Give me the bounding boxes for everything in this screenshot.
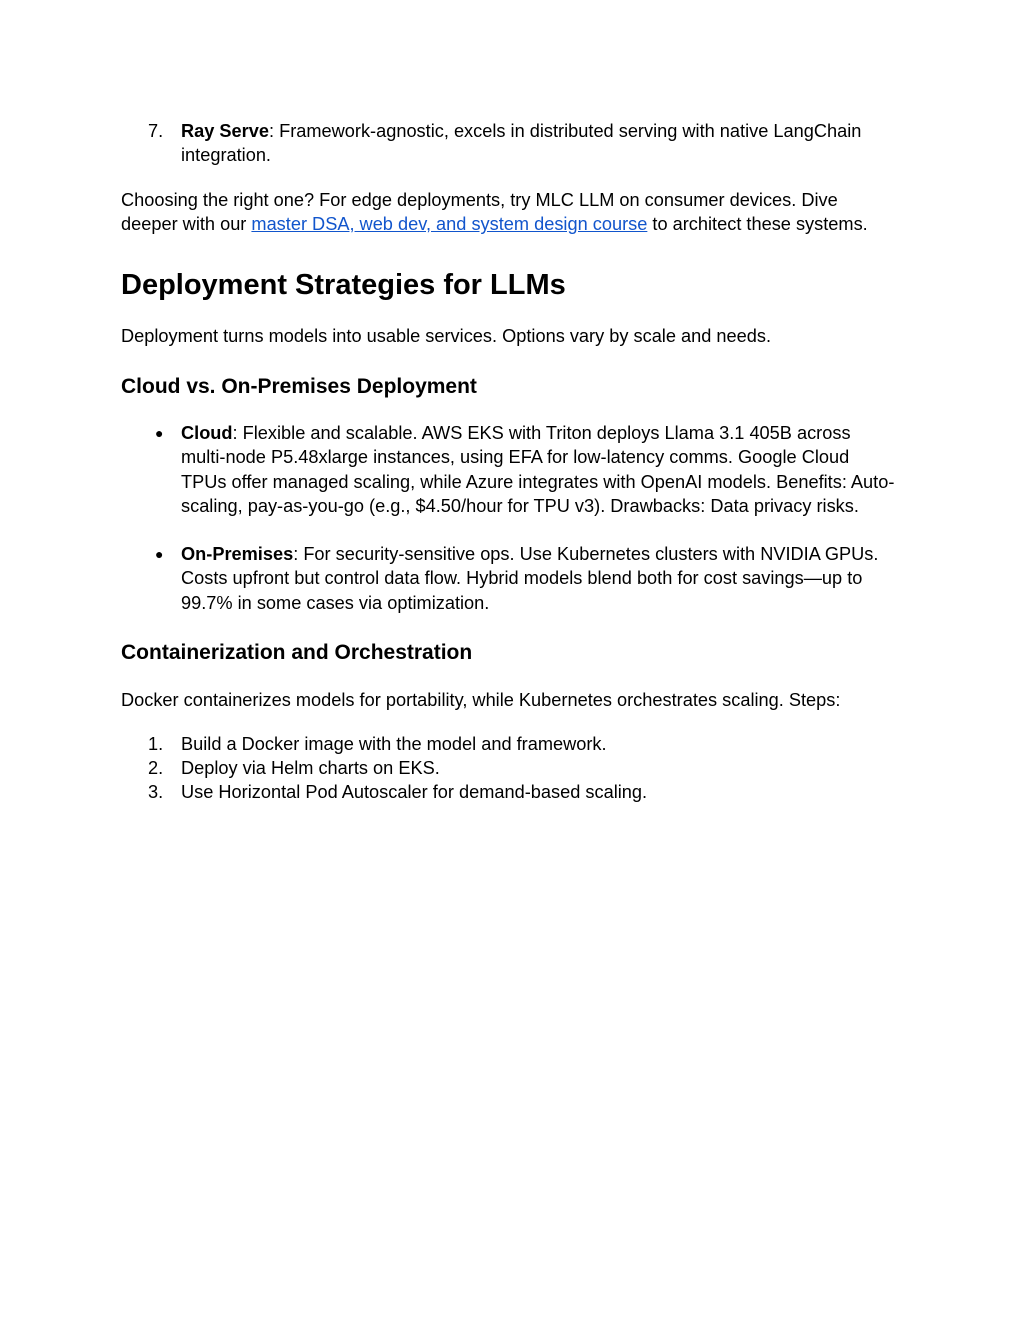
containers-intro: Docker containerizes models for portability, while Kubernetes orchestrates scaling. Steps: — [121, 690, 841, 710]
list-term: Ray Serve — [181, 121, 269, 141]
list-text: Build a Docker image with the model and framework. — [181, 734, 607, 754]
paragraph-text: Choosing the right one? For edge deployments, try MLC LLM on consumer devices. Dive deeper with our — [121, 190, 838, 235]
list-item-on-premises — [121, 542, 896, 615]
list-text: : Framework-agnostic, excels in distributed serving with native LangChain integration. — [181, 121, 862, 166]
step-item — [121, 780, 896, 804]
list-item-cloud — [121, 421, 896, 518]
containers-heading: Containerization and Orchestration — [121, 641, 473, 664]
course-link[interactable]: master DSA, web dev, and system design course — [251, 214, 648, 235]
list-term: Cloud — [181, 423, 233, 443]
list-text: : For security-sensitive ops. Use Kubernetes clusters with NVIDIA GPUs. Costs upfront but control data flow. Hybrid models blend both for cost savings—up to 99.7% in some cases via optimization. — [181, 544, 879, 613]
list-text: Deploy via Helm charts on EKS. — [181, 758, 440, 778]
list-marker: 3. — [148, 782, 164, 802]
cloud-heading: Cloud vs. On-Premises Deployment — [121, 375, 477, 398]
choosing-paragraph — [121, 188, 896, 237]
list-term: On-Premises — [181, 544, 294, 564]
list-marker: 7. — [148, 121, 164, 141]
section-title: Deployment Strategies for LLMs — [121, 269, 566, 301]
section-intro: Deployment turns models into usable services. Options vary by scale and needs. — [121, 326, 772, 346]
step-item — [121, 756, 896, 780]
list-text: : Flexible and scalable. AWS EKS with Triton deploys Llama 3.1 405B across multi-node P5.48xlarge instances, using EFA for low-latency comms. Google Cloud TPUs offer managed scaling, while Azure integrates with OpenAI models. Benefits: Auto-scaling, pay-as-you-go (e.g., $4.50/hour for TPU v3). Drawbacks: Data privacy risks. — [181, 423, 895, 516]
paragraph-text: to architect these systems. — [647, 214, 868, 235]
list-text: Use Horizontal Pod Autoscaler for demand-based scaling. — [181, 782, 648, 802]
step-item — [121, 732, 896, 756]
list-marker: 2. — [148, 758, 164, 778]
bullet-icon: ● — [155, 425, 164, 441]
list-marker: 1. — [148, 734, 164, 754]
bullet-icon: ● — [155, 546, 164, 562]
list-item-ray-serve — [121, 119, 896, 168]
